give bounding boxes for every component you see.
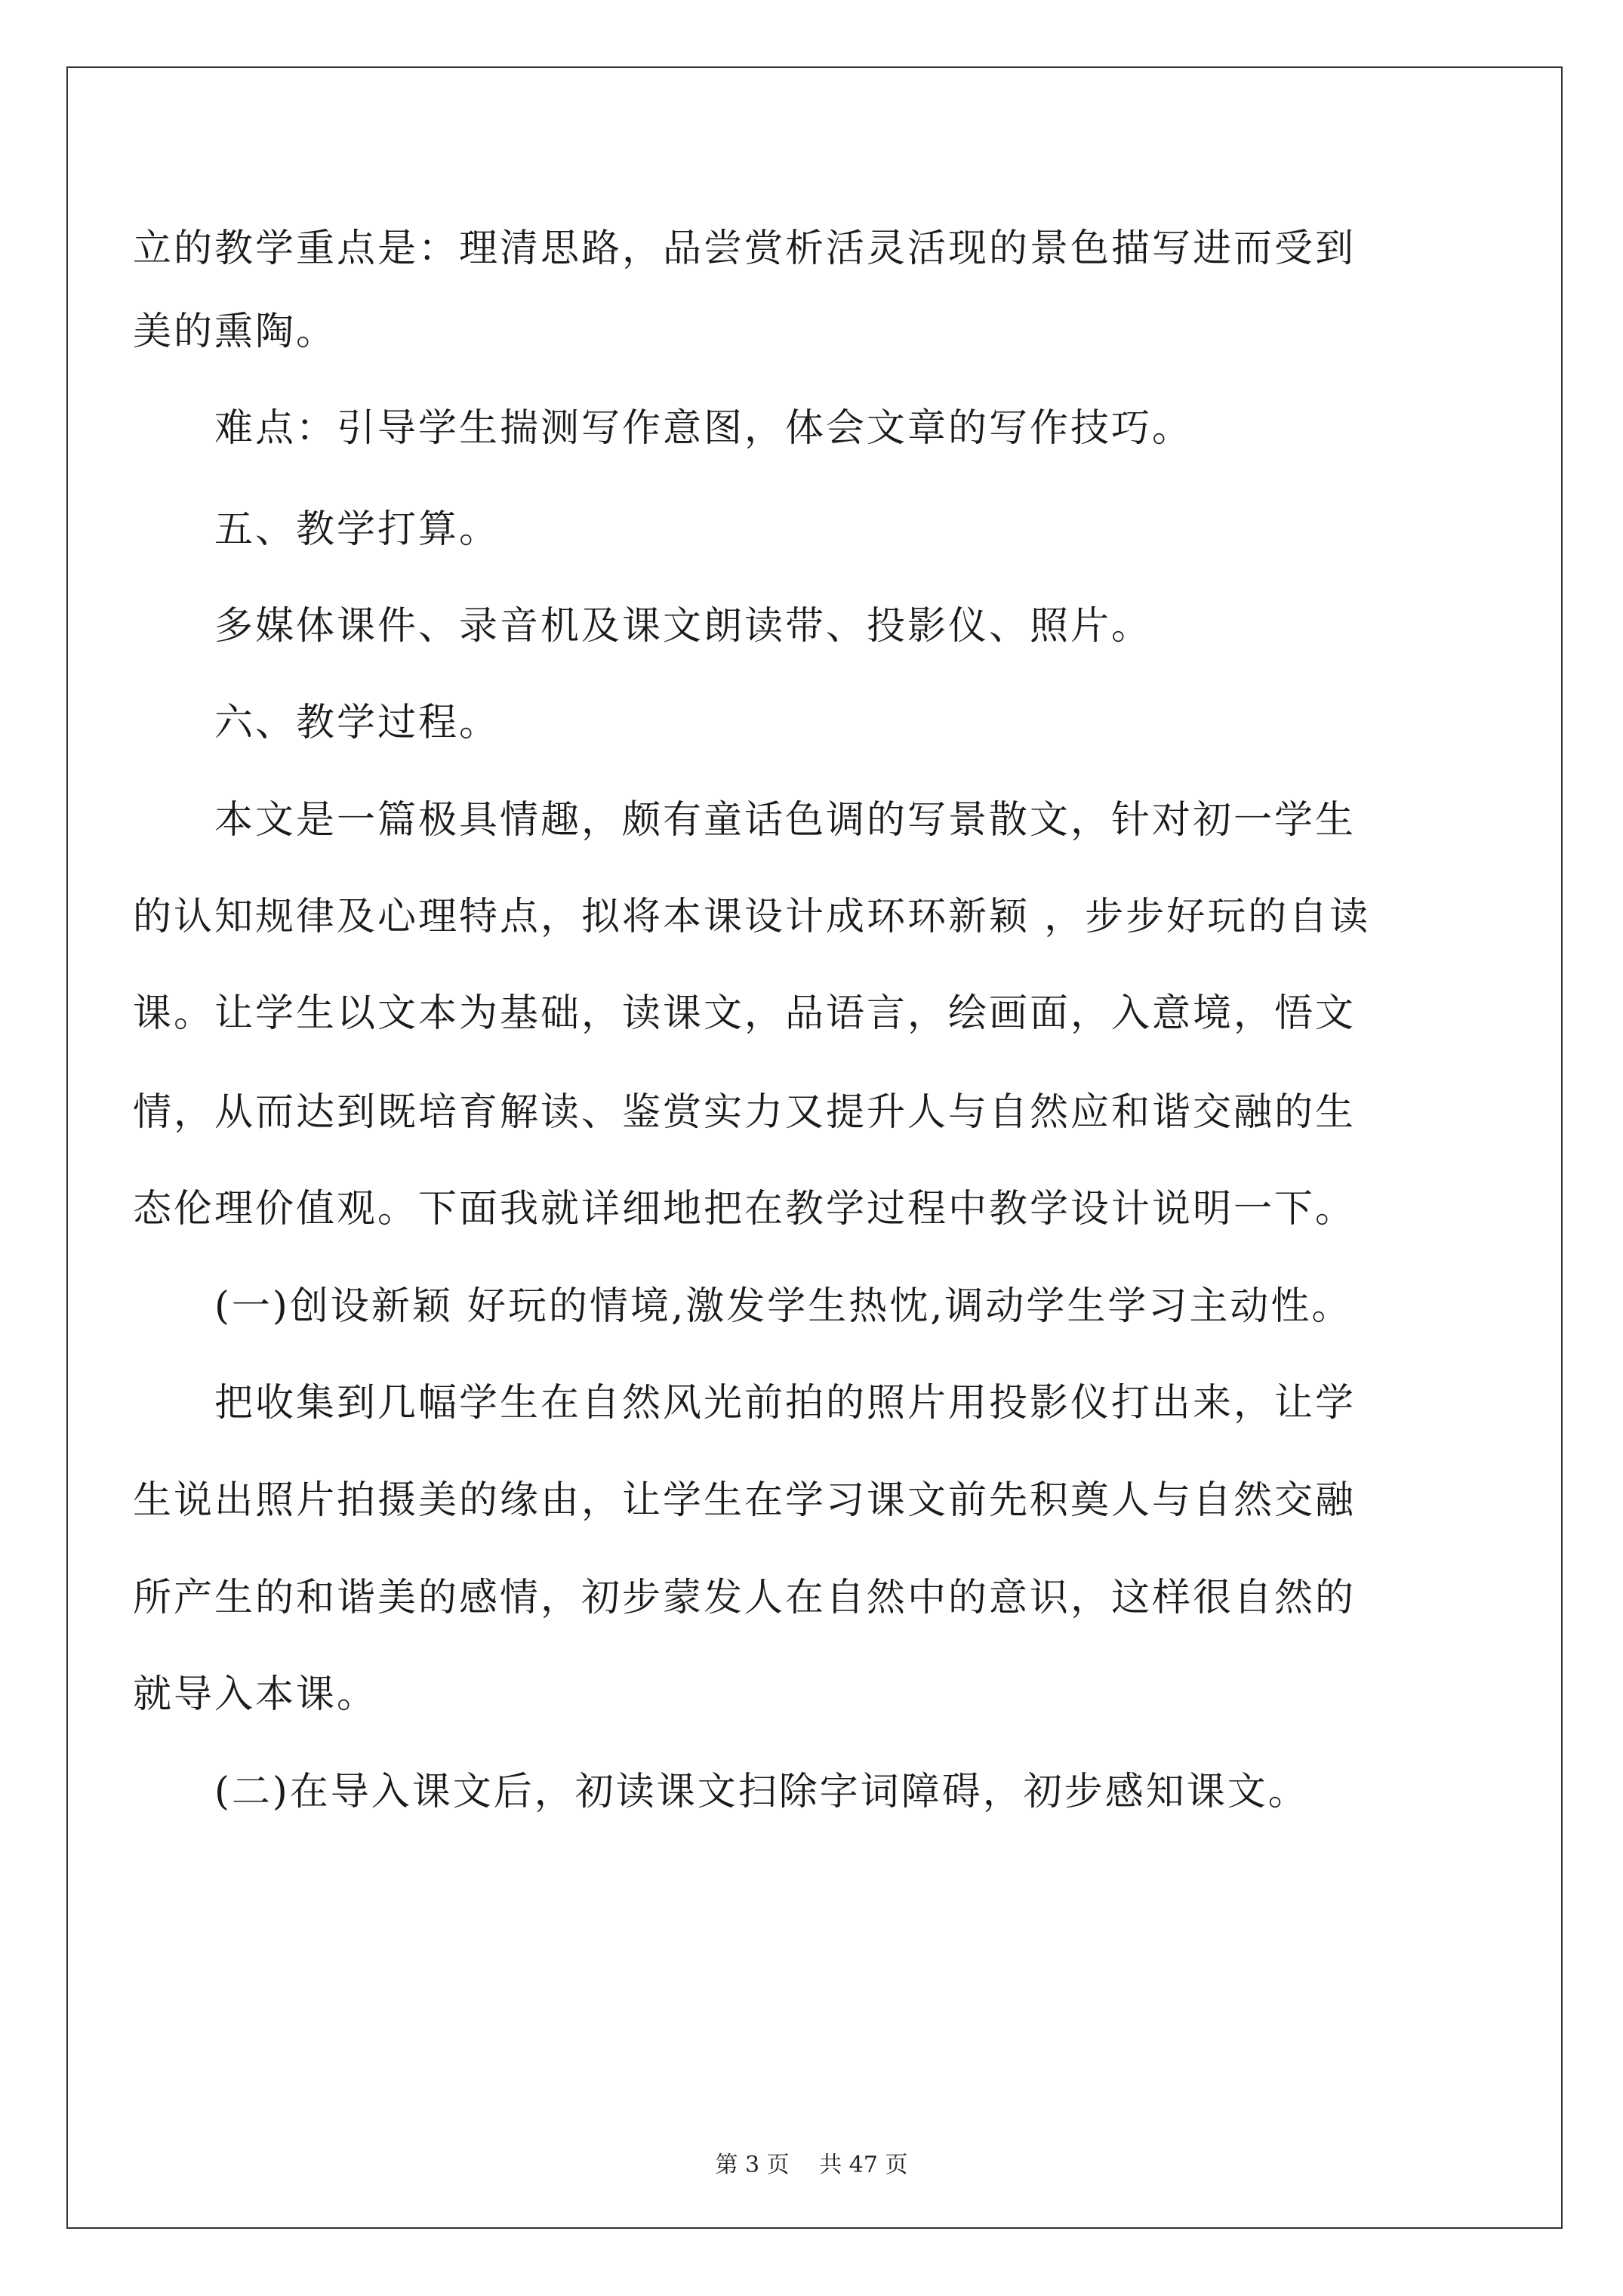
subsection-heading: (一)创设新颖 好玩的情境,激发学生热忱,调动学生学习主动性。 xyxy=(214,1284,1353,1329)
text-line: 课。让学生以文本为基础，读课文，品语言，绘画面，入意境，悟文 xyxy=(133,991,1357,1036)
text-line: 就导入本课。 xyxy=(133,1672,378,1717)
text-line: 美的熏陶。 xyxy=(133,310,337,354)
text-line: 多媒体课件、录音机及课文朗读带、投影仪、照片。 xyxy=(214,604,1153,649)
section-heading: 五、教学打算。 xyxy=(214,507,500,552)
text-line: 的认知规律及心理特点，拟将本课设计成环环新颖 ，步步好玩的自读 xyxy=(133,895,1371,939)
text-line: 难点：引导学生揣测写作意图，体会文章的写作技巧。 xyxy=(214,406,1193,451)
text-line: 本文是一篇极具情趣，颇有童话色调的写景散文，针对初一学生 xyxy=(214,798,1357,843)
page-border xyxy=(66,66,1563,2229)
text-line: 立的教学重点是：理清思路，品尝赏析活灵活现的景色描写进而受到 xyxy=(133,227,1357,271)
page-number: 第 3 页 共 47 页 xyxy=(715,2152,908,2178)
text-line: 态伦理价值观。下面我就详细地把在教学过程中教学设计说明一下。 xyxy=(133,1187,1357,1231)
text-line: 把收集到几幅学生在自然风光前拍的照片用投影仪打出来，让学 xyxy=(214,1381,1357,1425)
text-line: 情，从而达到既培育解读、鉴赏实力又提升人与自然应和谐交融的生 xyxy=(133,1090,1357,1135)
text-line: 所产生的和谐美的感情，初步蒙发人在自然中的意识，这样很自然的 xyxy=(133,1576,1357,1620)
text-line: 生说出照片拍摄美的缘由，让学生在学习课文前先积奠人与自然交融 xyxy=(133,1478,1357,1523)
section-heading: 六、教学过程。 xyxy=(214,701,500,745)
subsection-heading: (二)在导入课文后，初读课文扫除字词障碍，初步感知课文。 xyxy=(214,1770,1309,1814)
